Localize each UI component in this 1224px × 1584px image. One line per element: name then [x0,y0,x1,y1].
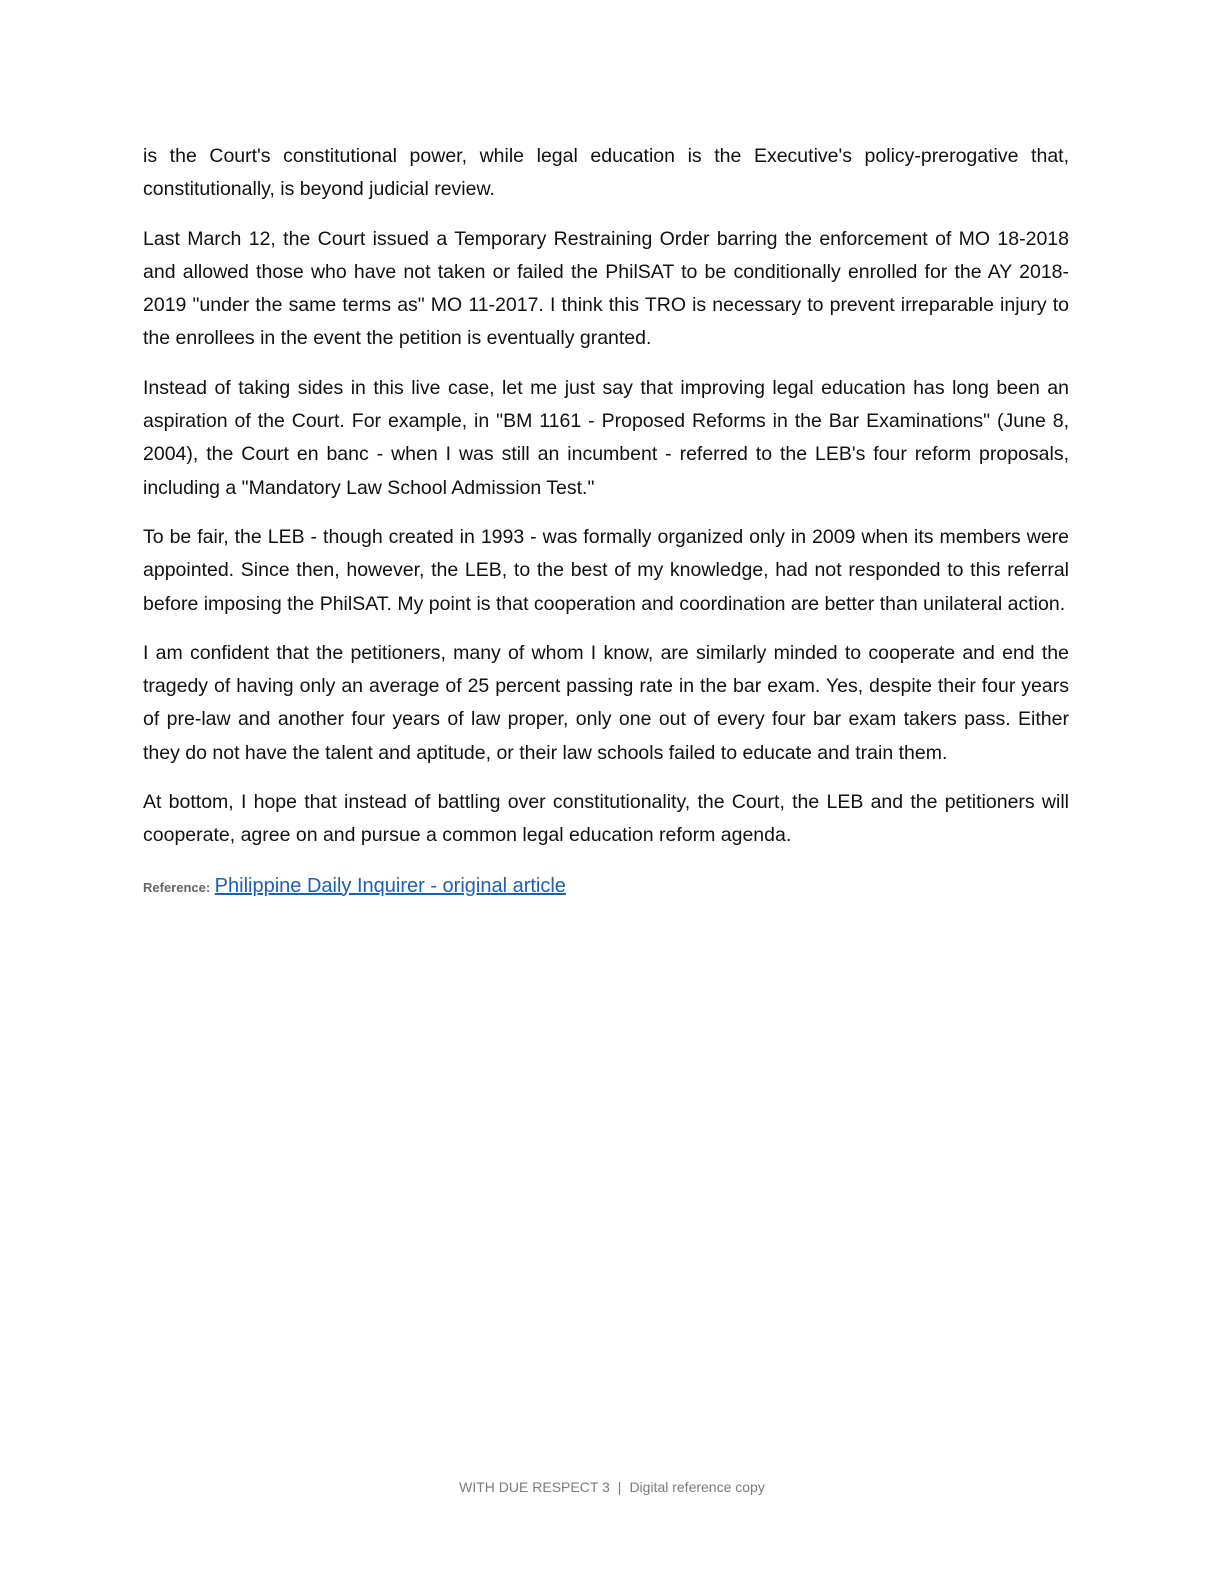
document-body [143,140,1069,901]
reference-link[interactable]: Philippine Daily Inquirer - original article [214,874,566,897]
reference-line [143,873,1069,901]
paragraph-3: Instead of taking sides in this live case, let me just say that improving legal education has long been an aspiration of the Court. For example, in "BM 1161 - Proposed Reforms in the Bar Examinations" (June 8, 2004), the Court en banc - when I was still an incumbent - referred to the LEB's four reform proposals, including a "Mandatory Law School Admission Test." [143,376,1069,499]
reference-label: Reference: [143,879,211,895]
page-footer [0,1479,1224,1495]
footer-copy-label: Digital reference copy [629,1479,765,1495]
footer-page-label: WITH DUE RESPECT 3 [459,1479,610,1495]
footer-separator: | [617,1479,622,1495]
paragraph-5: I am confident that the petitioners, many of whom I know, are similarly minded to cooperate and end the tragedy of having only an average of 25 percent passing rate in the bar exam. Yes, despite their four years of pre-law and another four years of law proper, only one out of every four bar exam takers pass. Either they do not have the talent and aptitude, or their law schools failed to educate and train them. [143,641,1069,764]
paragraph-6: At bottom, I hope that instead of battling over constitutionality, the Court, the LEB and the petitioners will cooperate, agree on and pursue a common legal education reform agenda. [143,791,1069,847]
paragraph-2: Last March 12, the Court issued a Temporary Restraining Order barring the enforcement of MO 18-2018 and allowed those who have not taken or failed the PhilSAT to be conditionally enrolled for the AY 2018-2019 "under the same terms as" MO 11-2017. I think this TRO is necessary to prevent irreparable injury to the enrollees in the event the petition is eventually granted. [143,227,1069,350]
paragraph-1: is the Court's constitutional power, while legal education is the Executive's policy-prerogative that, constitutionally, is beyond judicial review. [143,145,1069,201]
paragraph-4: To be fair, the LEB - though created in 1993 - was formally organized only in 2009 when its members were appointed. Since then, however, the LEB, to the best of my knowledge, had not responded to this referral before imposing the PhilSAT. My point is that cooperation and coordination are better than unilateral action. [143,525,1069,615]
